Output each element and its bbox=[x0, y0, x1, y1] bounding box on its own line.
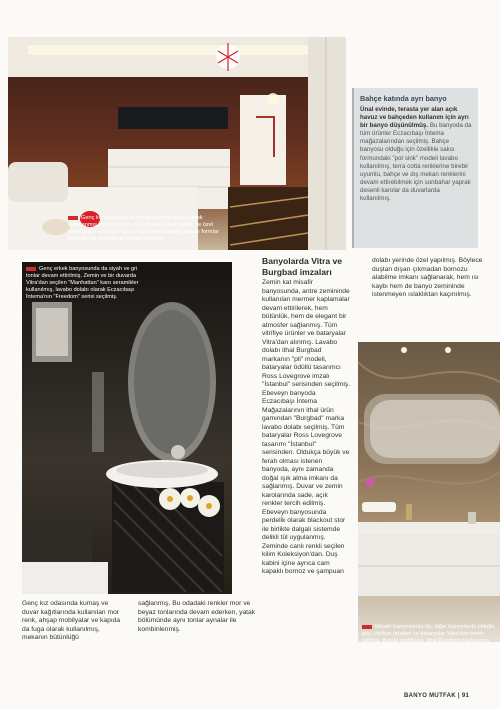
article-bottom-mid-text: sağlanmış. Bu odadaki renkler mor ve beyaz tonlarında devam ederken, yatak bölümünde aynı tonlar aynalar ile kombinlenmiş. bbox=[138, 600, 256, 633]
article-right-text: dolabı yerinde özel yapılmış. Böylece duştan dışarı çıkmadan bornozu alabilme imkanı sağlanarak, hem ısı kaybı hem de banyo zemininde istenmeyen ıslaklıktan kaçınılmış. bbox=[372, 257, 483, 298]
article-heading: Banyolarda Vitra ve Burgbad imzaları bbox=[262, 256, 343, 277]
info-box-title: Bahçe katında ayrı banyo bbox=[360, 94, 447, 103]
article-bottom-mid bbox=[138, 600, 256, 634]
article-right-column bbox=[372, 257, 492, 300]
caption-marker bbox=[362, 625, 372, 629]
info-box bbox=[352, 88, 478, 248]
bedroom-caption: Genç kız odasında bir duvar komple dolap olarak tasarlanmış. Aynalı bölüm ve komodin, aksesuarlar ile özel eşyalar için tasarlanmış. Dolap kapaklarındaki dalgalı formlar komodin ve aynada da devam ettirilmiş. bbox=[68, 215, 219, 242]
bathroom-illustration bbox=[22, 262, 232, 594]
vanity-caption: Misafir banyosunda da, diğer banyolarda olduğu gibi, vitrifiye ürünleri ve bataryalar Vitra'dan temin edilmiş. Banyo mobilyası, ithal Burgbad markasının "pli" modeli... bbox=[362, 624, 495, 651]
bedroom-caption-box bbox=[68, 215, 228, 243]
vanity-photo bbox=[358, 342, 500, 651]
bathroom-photo bbox=[22, 262, 232, 594]
caption-marker bbox=[26, 267, 36, 271]
article-bottom-left-text: Genç kız odasında kumaş ve duvar kağıtlarında kullanılan mor renk, ahşap mobilyalar ve kapıda da fuga olarak kullanılmış, mekanın bütünlüğü bbox=[22, 600, 121, 641]
article-middle-column bbox=[262, 256, 350, 577]
page-footer: BANYO MUTFAK | 91 bbox=[404, 693, 470, 699]
article-middle-text: Zemin kat misafir banyosunda, antre zemininde kullanılan mermer kaplamalar devam ettirilerek, hem bütünlük, hem de elegant bir atmosfer sağlanmış. Tüm vitrifiye ürünler ve bataryalar Vitra'dan alınmış. Lavabo dolabı ithal Burgbad markanın "pli" modeli, bataryalar ödüllü tasarımcı Ross Lovegrove imzalı "İstanbul" serisinden seçilmiş. Ebeveyn banyoda Eczacıbaşı İntema Mağazalarının ithal ürün gamından "Burgbad" marka lavabo dolabı seçilmiş. Tüm bataryalar Ross Lovegrove tasarımı "İstanbul" serisinden. Oldukça büyük ve ferah olması istenen banyoda, aynı zamanda doğal ışık alma imkanı da sağlanmış. Duvar ve zemin karolarında sade, açık renkler tercih edilmiş. Ebeveyn banyosunda perdelik olarak blackout stor ile birlikte dalgalı sistemde delikli tül uygulanmış. Zeminde canlı renkli seçilen kilim Koleksiyon'dan. Duş kabini içine ayrıca cam kapaklı bornoz ve şampuan bbox=[262, 279, 351, 575]
vanity-caption-box bbox=[362, 624, 498, 652]
caption-marker bbox=[68, 216, 78, 220]
vanity-illustration bbox=[358, 342, 500, 642]
bedroom-photo bbox=[8, 37, 346, 250]
info-box-body: Bu banyoda da tüm ürünler Eczacıbaşı İntema mağazalarından seçilmiş. Bahçe banyosu olduğu için özellikle saksı formundaki "pot sink" modeli lavabo kullanılmış, terra cotta renklerine birebir uyumlu, bahçe ve dış mekan renklerini devam ettirebilmek için sonbahar yaprak desenli karolar da duvarlarda kullanılmış. bbox=[360, 122, 472, 203]
article-bottom-left bbox=[22, 600, 122, 643]
bathroom-caption-box bbox=[26, 266, 144, 301]
info-box-lead: Ünal evinde, terasta yer alan açık havuz ve bahçeden kullanım için ayrı bir banyo düşünülmüş. bbox=[360, 106, 469, 130]
bathroom-caption: Genç erkek banyosunda da siyah ve gri tonlar devam ettirilmiş. Zemin ve bir duvarda Vitra'dan seçilen "Manhattan" karo seramikler kullanılmış, lavabo dolabı olarak Eczacıbaşı İntema'nın "Freedom" serisi seçilmiş. bbox=[26, 266, 139, 300]
